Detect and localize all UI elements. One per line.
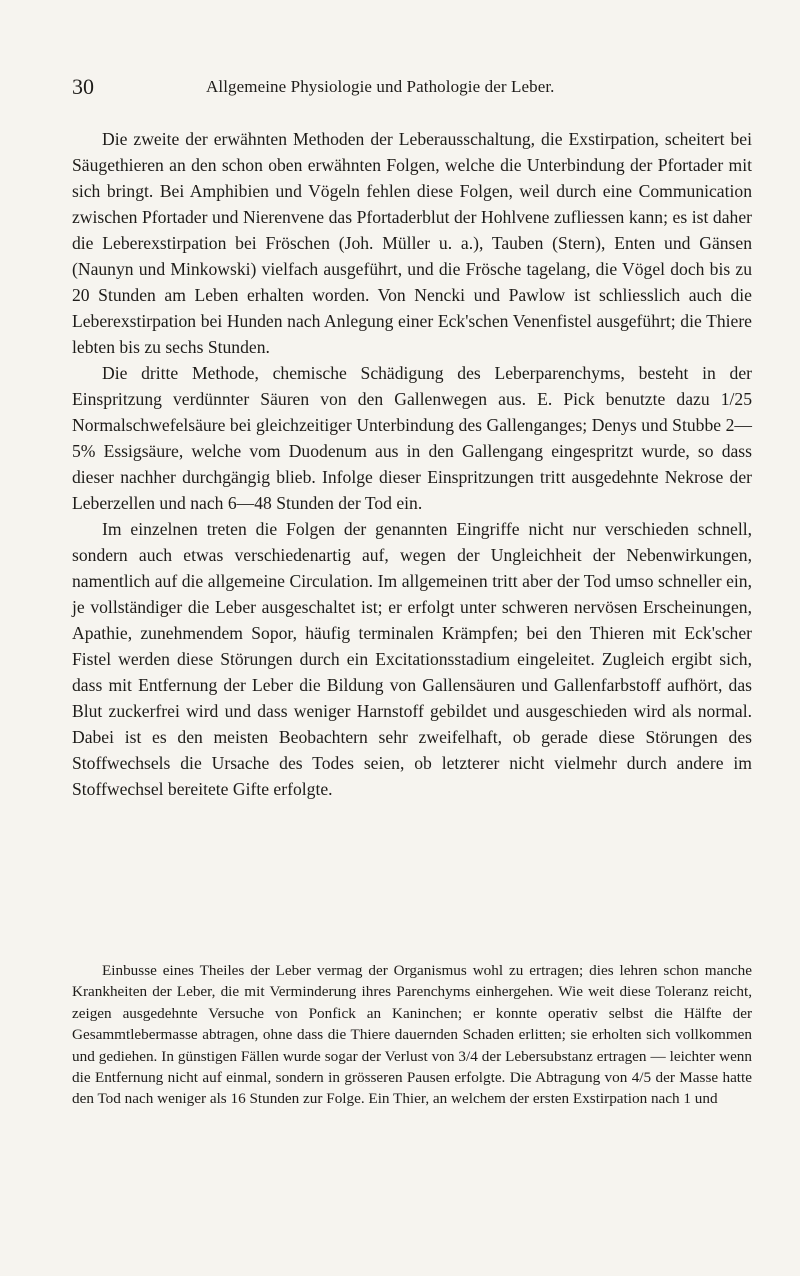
small-print-section — [72, 960, 752, 1110]
paragraph-chemische-schaedigung: Die dritte Methode, chemische Schädigung des Leberparenchyms, besteht in der Einspritzung verdünnter Säuren von den Gallenwegen aus. E. Pick benutzte dazu 1/25 Normalschwefelsäure bei gleichzeitiger Unterbindung des Gallenganges; Denys und Stubbe 2—5% Essigsäure, welche vom Duodenum aus in den Gallengang eingespritzt wurde, so dass dieser nachher durchgängig blieb. Infolge dieser Einspritzungen tritt ausgedehnte Nekrose der Leberzellen und nach 6—48 Stunden der Tod ein. — [72, 363, 752, 513]
main-text — [72, 126, 752, 802]
running-head: Allgemeine Physiologie und Pathologie der Leber. — [206, 77, 555, 96]
page-header — [72, 74, 740, 104]
paragraph-einbusse: Einbusse eines Theiles der Leber vermag der Organismus wohl zu ertragen; dies lehren schon manche Krankheiten der Leber, die mit Verminderung ihres Parenchyms einhergehen. Wie weit diese Toleranz reicht, zeigen ausgedehnte Versuche von Ponfick an Kaninchen; er konnte operativ selbst die Hälfte der Gesammtlebermasse abtragen, ohne dass die Thiere dauernden Schaden erlitten; sie erholten sich vollkommen und gediehen. In günstigen Fällen wurde sogar der Verlust von 3/4 der Lebersubstanz ertragen — leichter wenn die Entfernung nicht auf einmal, sondern in grösseren Pausen erfolgte. Die Abtragung von 4/5 der Masse hatte den Tod nach weniger als 16 Stunden zur Folge. Ein Thier, an welchem der ersten Exstirpation nach 1 und — [72, 962, 752, 1108]
paragraph-exstirpation: Die zweite der erwähnten Methoden der Leberausschaltung, die Exstirpation, scheitert bei Säugethieren an den schon oben erwähnten Folgen, welche die Unterbindung der Pfortader mit sich bringt. Bei Amphibien und Vögeln fehlen diese Folgen, weil durch eine Communication zwischen Pfortader und Nierenvene das Pfortaderblut der Hohlvene zufliessen kann; es ist daher die Leberexstirpation bei Fröschen (Joh. Müller u. a.), Tauben (Stern), Enten und Gänsen (Naunyn und Minkowski) vielfach ausgeführt, und die Frösche tagelang, die Vögel doch bis zu 20 Stunden am Leben erhalten worden. Von Nencki und Pawlow ist schliesslich auch die Leberexstirpation bei Hunden nach Anlegung einer Eck'schen Venenfistel ausgeführt; die Thiere lebten bis zu sechs Stunden. — [72, 129, 752, 357]
paragraph-folgen: Im einzelnen treten die Folgen der genannten Eingriffe nicht nur verschieden schnell, sondern auch etwas verschiedenartig auf, wegen der Ungleichheit der Nebenwirkungen, namentlich auf die allgemeine Circulation. Im allgemeinen tritt aber der Tod umso schneller ein, je vollständiger die Leber ausgeschaltet ist; er erfolgt unter schweren nervösen Erscheinungen, Apathie, zunehmendem Sopor, häufig terminalen Krämpfen; bei den Thieren mit Eck'scher Fistel werden diese Störungen durch ein Excitationsstadium eingeleitet. Zugleich ergibt sich, dass mit Entfernung der Leber die Bildung von Gallensäuren und Gallenfarbstoff aufhört, das Blut zuckerfrei wird und dass weniger Harnstoff gebildet und ausgeschieden wird als normal. Dabei ist es den meisten Beobachtern sehr zweifelhaft, ob gerade diese Störungen des Stoffwechsels die Ursache des Todes seien, ob letzterer nicht vielmehr durch andere im Stoffwechsel bereitete Gifte erfolgte. — [72, 519, 752, 799]
page-number: 30 — [72, 74, 94, 99]
